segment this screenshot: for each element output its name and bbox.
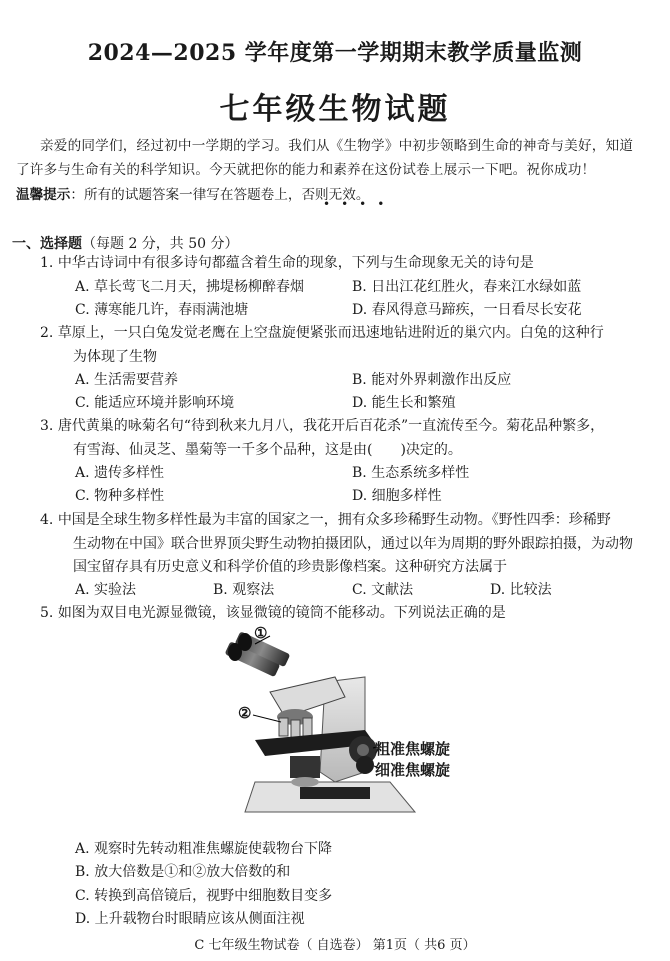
q4-option-d: D. 比较法: [490, 582, 552, 598]
q5-option-d: D. 上升载物台时眼睛应该从侧面注视: [75, 911, 305, 927]
coarse-knob-label: 粗准焦螺旋: [375, 740, 451, 758]
q2-option-b: B. 能对外界刺激作出反应: [352, 372, 512, 388]
q1-option-d: D. 春风得意马蹄疾，一日看尽长安花: [352, 302, 582, 318]
q2-option-d: D. 能生长和繁殖: [352, 395, 456, 411]
q5-option-c: C. 转换到高倍镜后，视野中细胞数目变多: [75, 888, 333, 904]
q2-option-a: A. 生活需要营养: [75, 372, 179, 388]
microscope-figure: [215, 622, 475, 822]
q4-stem-line-2: 生动物在中国》联合世界顶尖野生动物拍摄团队，通过以年为周期的野外跟踪拍摄，为动物: [73, 536, 633, 552]
q1-option-a: A. 草长莺飞二月天，拂堤杨柳醉春烟: [75, 279, 305, 295]
emphasis-dots: ••••: [323, 197, 396, 211]
figure-label-1: ①: [254, 624, 268, 642]
q5-stem: 5. 如图为双目电光源显微镜，该显微镜的镜筒不能移动。下列说法正确的是: [40, 605, 506, 621]
q3-stem-line-1: 3. 唐代黄巢的咏菊名句“待到秋来九月八，我花开后百花杀”一直流传至今。菊花品种繁多，: [40, 418, 605, 434]
q2-stem-line-1: 2. 草原上，一只白兔发觉老鹰在上空盘旋便紧张而迅速地钻进附近的巢穴内。白兔的这种行: [40, 325, 604, 341]
q4-option-b: B. 观察法: [213, 582, 275, 598]
q2-option-c: C. 能适应环境并影响环境: [75, 395, 235, 411]
q1-option-b: B. 日出江花红胜火，春来江水绿如蓝: [352, 279, 582, 295]
q4-option-a: A. 实验法: [75, 582, 137, 598]
q5-option-a: A. 观察时先转动粗准焦螺旋使载物台下降: [75, 841, 333, 857]
tip-line: [16, 183, 369, 203]
subject-title: 七年级生物试题: [219, 92, 451, 127]
q5-option-b: B. 放大倍数是①和②放大倍数的和: [75, 864, 291, 880]
intro-line-1: 亲爱的同学们，经过初中一学期的学习。我们从《生物学》中初步领略到生命的神奇与美好，知道: [40, 138, 634, 154]
q3-stem-line-2: 有雪海、仙灵芝、墨菊等一千多个品种，这是由( )决定的。: [73, 442, 462, 458]
page-footer: C 七年级生物试卷（ 自选卷） 第1页（ 共6 页）: [194, 938, 476, 953]
section-note: （每题 2 分，共 50 分）: [82, 236, 239, 252]
q2-stem-line-2: 为体现了生物: [73, 349, 157, 365]
q4-option-c: C. 文献法: [352, 582, 414, 598]
q3-option-d: D. 细胞多样性: [352, 488, 442, 504]
tip-text: ：所有的试题答案一律写在答题卷上，否则无效。: [70, 187, 370, 203]
fine-knob-label: 细准焦螺旋: [375, 761, 451, 779]
q1-option-c: C. 薄寒能几许，春雨满池塘: [75, 302, 249, 318]
section-heading: [12, 233, 239, 253]
intro-line-2: 了许多与生命有关的科学知识。今天就把你的能力和素养在这份试卷上展示一下吧。祝你成功！: [16, 162, 596, 178]
section-label: 一、选择题: [12, 236, 82, 252]
q3-option-b: B. 生态系统多样性: [352, 465, 470, 481]
q3-option-c: C. 物种多样性: [75, 488, 165, 504]
q4-stem-line-1: 4. 中国是全球生物多样性最为丰富的国家之一，拥有众多珍稀野生动物。《野性四季：珍稀野: [40, 512, 611, 528]
tip-label: 温馨提示: [16, 187, 71, 203]
q3-option-a: A. 遗传多样性: [75, 465, 165, 481]
exam-title: 2024—2025 学年度第一学期期末教学质量监测: [87, 40, 583, 66]
q4-stem-line-3: 国宝留存具有历史意义和科学价值的珍贵影像档案。这种研究方法属于: [73, 559, 507, 575]
figure-label-2: ②: [238, 704, 252, 722]
q1-number-stem: 1. 中华古诗词中有很多诗句都蕴含着生命的现象，下列与生命现象无关的诗句是: [40, 255, 534, 271]
